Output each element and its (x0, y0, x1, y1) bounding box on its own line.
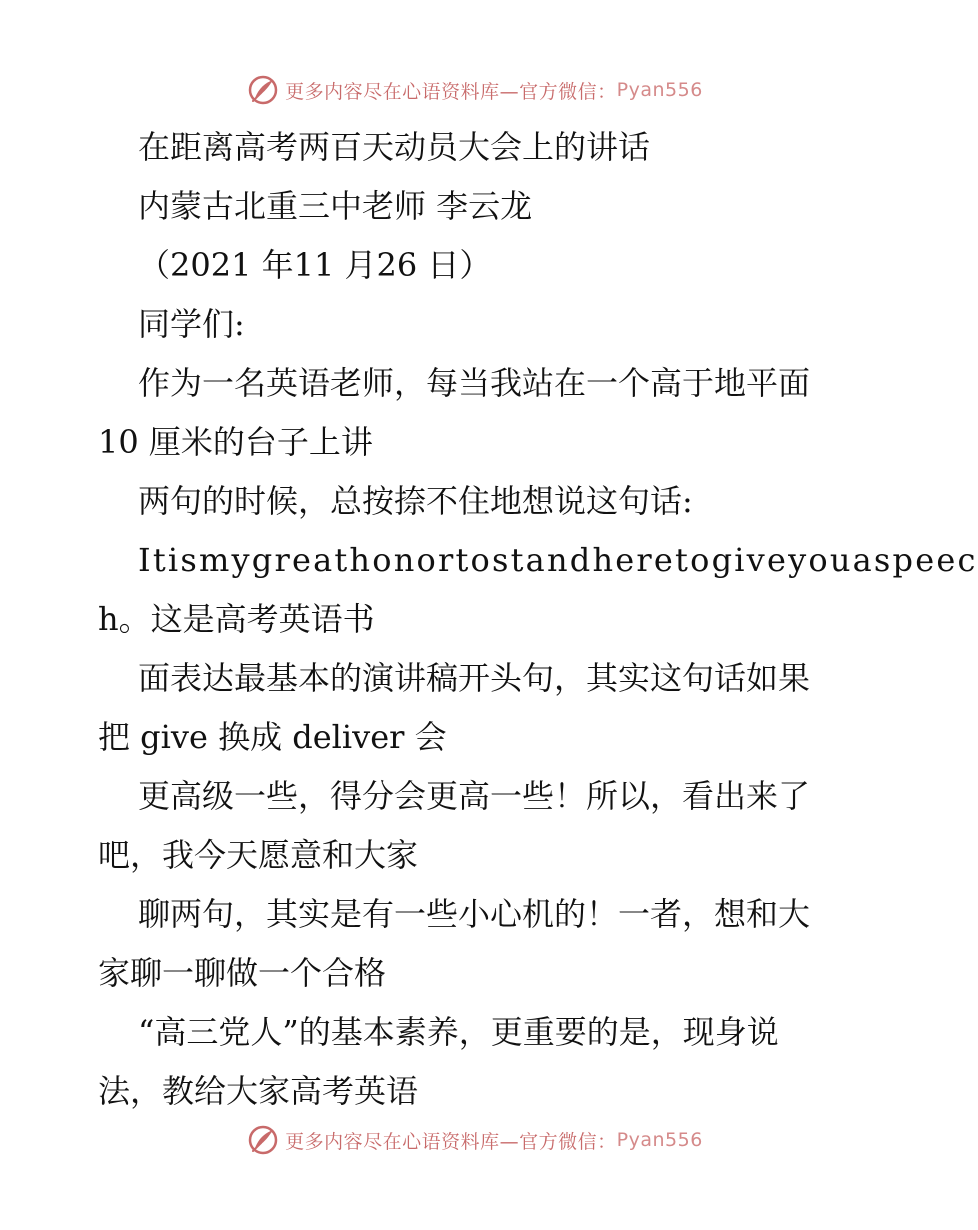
paragraph-line: 法，教给大家高考英语 (98, 1072, 419, 1110)
watermark-brand: Pyan556 (616, 1129, 703, 1151)
paragraph-line: 面表达最基本的演讲稿开头句，其实这句话如果 (138, 659, 811, 697)
salutation: 同学们: (138, 305, 245, 343)
paragraph-line: “高三党人”的基本素养，更重要的是，现身说 (138, 1013, 779, 1051)
speaker-line: 内蒙古北重三中老师 李云龙 (138, 187, 533, 225)
english-sentence-line: Itismygreathonortostandheretogiveyouaspeec (138, 541, 978, 579)
paragraph-line: 吧，我今天愿意和大家 (98, 836, 419, 874)
footer-watermark (0, 1120, 950, 1160)
feather-pen-logo-icon (247, 74, 279, 106)
paragraph-line: 家聊一聊做一个合格 (98, 954, 387, 992)
paragraph-line: 10 厘米的台子上讲 (98, 423, 373, 461)
document-body (98, 118, 978, 1121)
paragraph-line: 聊两句，其实是有一些小心机的！一者，想和大 (138, 895, 811, 933)
watermark-text: 更多内容尽在心语资料库—官方微信： (285, 80, 617, 103)
paragraph-line: h。这是高考英语书 (98, 600, 375, 638)
paragraph-line: 更高级一些，得分会更高一些！所以，看出来了 (138, 777, 811, 815)
speech-title: 在距离高考两百天动员大会上的讲话 (138, 128, 651, 166)
feather-pen-logo-icon (247, 1124, 279, 1156)
watermark-brand: Pyan556 (616, 79, 703, 101)
date-line: （2021 年11 月26 日） (138, 246, 492, 284)
watermark-text: 更多内容尽在心语资料库—官方微信： (285, 1130, 617, 1153)
paragraph-line: 两句的时候，总按捺不住地想说这句话: (138, 482, 693, 520)
paragraph-line: 把 give 换成 deliver 会 (98, 718, 447, 756)
header-watermark (0, 70, 950, 110)
paragraph-line: 作为一名英语老师，每当我站在一个高于地平面 (138, 364, 811, 402)
